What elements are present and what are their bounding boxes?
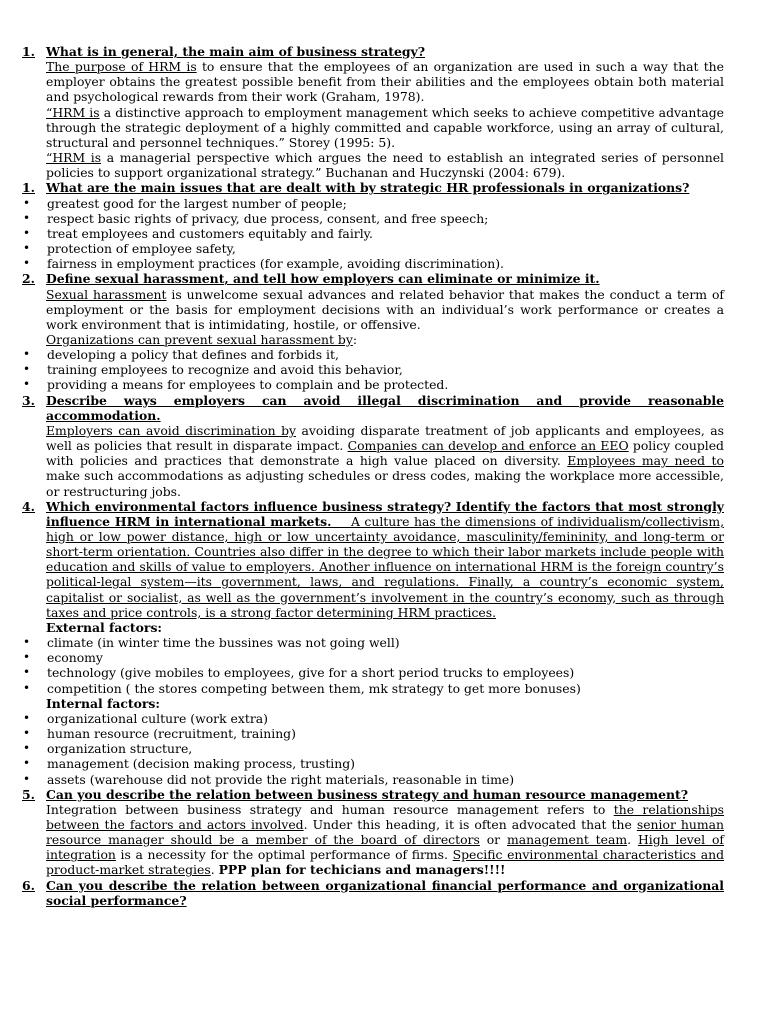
list-item (22, 665, 724, 680)
list-item-text: providing a means for employees to complain and be protected. (47, 377, 449, 393)
list-item (22, 347, 724, 362)
bullet-icon: • (23, 710, 31, 725)
text-run: avoiding disparate treatment of job applicants and employees, as well as policies that result in disparate impact. (46, 422, 724, 454)
text-run: people with education and skills of value to employers. Another influence on international HRM is the (46, 544, 725, 575)
text-run: . Under this heading, it is often advocated that the (303, 816, 637, 832)
text-run: Employers can avoid discrimination by (46, 422, 297, 438)
bullet-icon: • (23, 680, 31, 695)
bullet-icon: • (23, 347, 31, 362)
list-item-text: climate (in winter time the bussines was not going well) (47, 635, 400, 651)
answer-paragraph (46, 59, 724, 104)
question-number: 5. (22, 786, 35, 802)
text-run: foreign country’s political-legal system (46, 559, 724, 590)
list-item (22, 226, 724, 241)
text-run: make such accommodations as adjusting schedules or dress codes, making the workplace more accessible, or restructuring jobs. (46, 468, 724, 499)
text-run: to ensure that the employees of an organization are used in such a way that the employer obtains the greatest possible benefit from their abilities and the employees obtain both material and psychological rewards from their work (Graham, 1978). (46, 59, 724, 105)
list-item (22, 196, 724, 211)
document-page (22, 44, 724, 908)
question-text (46, 499, 724, 620)
list-item-text: competition ( the stores competing between them, mk strategy to get more bonuses) (47, 680, 581, 696)
text-run: management team (506, 832, 628, 848)
text-run: PPP plan for techicians and managers!!!! (218, 862, 506, 878)
question-text: Can you describe the relation between organizational financial performance and organizational social performance? (46, 877, 724, 908)
list-item (22, 635, 724, 650)
text-run: Organizations can prevent sexual harassment by (46, 331, 353, 347)
text-run: High level of integration (46, 832, 724, 863)
question-number: 2. (22, 271, 35, 287)
list-item-text: greatest good for the largest number of people; (47, 195, 347, 211)
list-item-text: human resource (recruitment, training) (47, 726, 296, 742)
subheading: Internal factors: (46, 695, 160, 711)
question-heading (22, 180, 724, 195)
list-item-text: organizational culture (work extra) (47, 710, 268, 726)
question-heading (22, 271, 724, 286)
bullet-list (22, 196, 724, 272)
question-text: Can you describe the relation between business strategy and human resource management? (46, 786, 688, 802)
list-item (22, 681, 724, 696)
bullet-list (22, 635, 724, 696)
list-item (22, 711, 724, 726)
question-number: 6. (22, 877, 35, 893)
bullet-icon: • (23, 771, 31, 786)
list-item-text: developing a policy that defines and forbids it, (47, 347, 339, 363)
text-run: Integration between business strategy and human resource management refers to (46, 801, 614, 817)
list-item-text: training employees to recognize and avoid this behavior, (47, 362, 403, 378)
list-item (22, 772, 724, 787)
bullet-icon: • (23, 756, 31, 771)
question-number: 3. (22, 392, 35, 408)
question-number: 4. (22, 498, 35, 514)
question-number: 1. (22, 44, 35, 59)
answer-paragraph (46, 423, 724, 499)
text-run: : (352, 331, 358, 347)
question-heading (22, 787, 724, 802)
bullet-icon: • (23, 225, 31, 240)
question-heading (22, 878, 724, 908)
text-run: Sexual harassment (46, 286, 167, 302)
text-run: Companies can develop and enforce an EEO (347, 438, 629, 454)
list-item (22, 362, 724, 377)
bullet-icon: • (23, 362, 31, 377)
bullet-list (22, 711, 724, 787)
list-item (22, 756, 724, 771)
text-run: differ in the degree to which their labor markets include (289, 544, 647, 560)
list-item-text: management (decision making process, trusting) (47, 756, 356, 772)
bullet-icon: • (23, 665, 31, 680)
bullet-icon: • (23, 210, 31, 225)
text-run: The purpose of HRM is (46, 59, 197, 75)
bullet-icon: • (23, 650, 31, 665)
text-run: —its government, laws, and regulations. Finally, a country’s economic system, capitalist or socialist, as well as the government’s involvement in the country’s economy, such as through taxes and price controls, is a strong factor determining HRM practices. (46, 574, 725, 620)
question-text: What are the main issues that are dealt with by strategic HR professionals in organizations? (46, 180, 690, 196)
text-run: policy coupled with policies and practices that demonstrate a high value placed on diversity. (46, 438, 724, 469)
text-run: “HRM is (46, 150, 102, 166)
question-heading (22, 44, 724, 59)
text-run: senior human resource manager should be a member of the board of directors (46, 816, 724, 848)
list-item (22, 726, 724, 741)
list-item-text: economy (47, 650, 103, 666)
subheading: External factors: (46, 619, 162, 635)
bullet-icon: • (23, 741, 31, 756)
bullet-icon: • (23, 377, 31, 392)
question-text: What is in general, the main aim of business strategy? (46, 44, 426, 59)
list-item-text: treat employees and customers equitably and fairly. (47, 225, 373, 241)
text-run: a managerial perspective which argues the need to establish an integrated series of personnel policies to support organizational strategy.” Buchanan and Huczynski (2004: 679). (46, 150, 724, 181)
list-item (22, 256, 724, 271)
answer-paragraph (46, 332, 724, 347)
list-item (22, 741, 724, 756)
text-run: Employees may need to (567, 453, 724, 469)
bullet-icon: • (23, 195, 31, 210)
question-text: Describe ways employers can avoid illegal discrimination and provide reasonable accommodation. (46, 392, 724, 423)
text-run: is a necessity for the optimal performance of firms. (115, 847, 453, 863)
answer-paragraph (46, 150, 724, 180)
answer-paragraph (46, 287, 724, 332)
text-run: a distinctive approach to employment management which seeks to achieve competitive advantage through the strategic deployment of a highly committed and capable workforce, using an array of cultural, structural and personnel techniques.” Storey (1995: 5). (46, 104, 725, 150)
bullet-icon: • (23, 635, 31, 650)
list-item (22, 377, 724, 392)
answer-paragraph (46, 105, 724, 150)
list-item-text: technology (give mobiles to employees, give for a short period trucks to employees) (47, 665, 575, 681)
text-run: is unwelcome sexual advances and related behavior that makes the conduct a term of employment or the basis for employment decisions with an individual’s work performance or creates a work environment that is intimidating, hostile, or offensive. (46, 286, 725, 332)
question-answer-run (46, 514, 724, 620)
text-run: “HRM is (46, 104, 100, 120)
question-heading (22, 499, 724, 620)
bullet-icon: • (23, 256, 31, 271)
text-run: dimensions (465, 513, 541, 529)
question-heading (22, 393, 724, 423)
text-run: . (627, 832, 638, 848)
text-run: Specific environmental characteristics and product-market strategies (46, 847, 725, 878)
text-run: of individualism/collectivism, high or low power distance, high or low uncertainty avoidance, masculinity/femininity, and long-term or short-term orientation. Countries also (46, 513, 725, 560)
question-number: 1. (22, 180, 35, 196)
list-item (22, 211, 724, 226)
bullet-icon: • (23, 726, 31, 741)
answer-paragraph (46, 802, 724, 878)
question-text-run: Which environmental factors influence business strategy? Identify the factors that most strongly influence HRM in international markets. (46, 498, 724, 529)
text-run: or (479, 832, 507, 848)
list-item-text: fairness in employment practices (for example, avoiding discrimination). (47, 256, 504, 272)
list-item-text: protection of employee safety, (47, 241, 236, 257)
text-run: . (210, 862, 219, 878)
bullet-list (22, 347, 724, 392)
list-item (22, 241, 724, 256)
text-run: the relationships between the factors and actors involved (46, 801, 724, 832)
list-item-text: respect basic rights of privacy, due process, consent, and free speech; (47, 210, 489, 226)
list-item-text: organization structure, (47, 741, 193, 757)
text-run: A culture has the (350, 513, 466, 529)
question-text: Define sexual harassment, and tell how employers can eliminate or minimize it. (46, 271, 600, 287)
list-item-text: assets (warehouse did not provide the right materials, reasonable in time) (47, 771, 515, 787)
list-item (22, 650, 724, 665)
text-run (331, 514, 351, 529)
bullet-icon: • (23, 241, 31, 256)
